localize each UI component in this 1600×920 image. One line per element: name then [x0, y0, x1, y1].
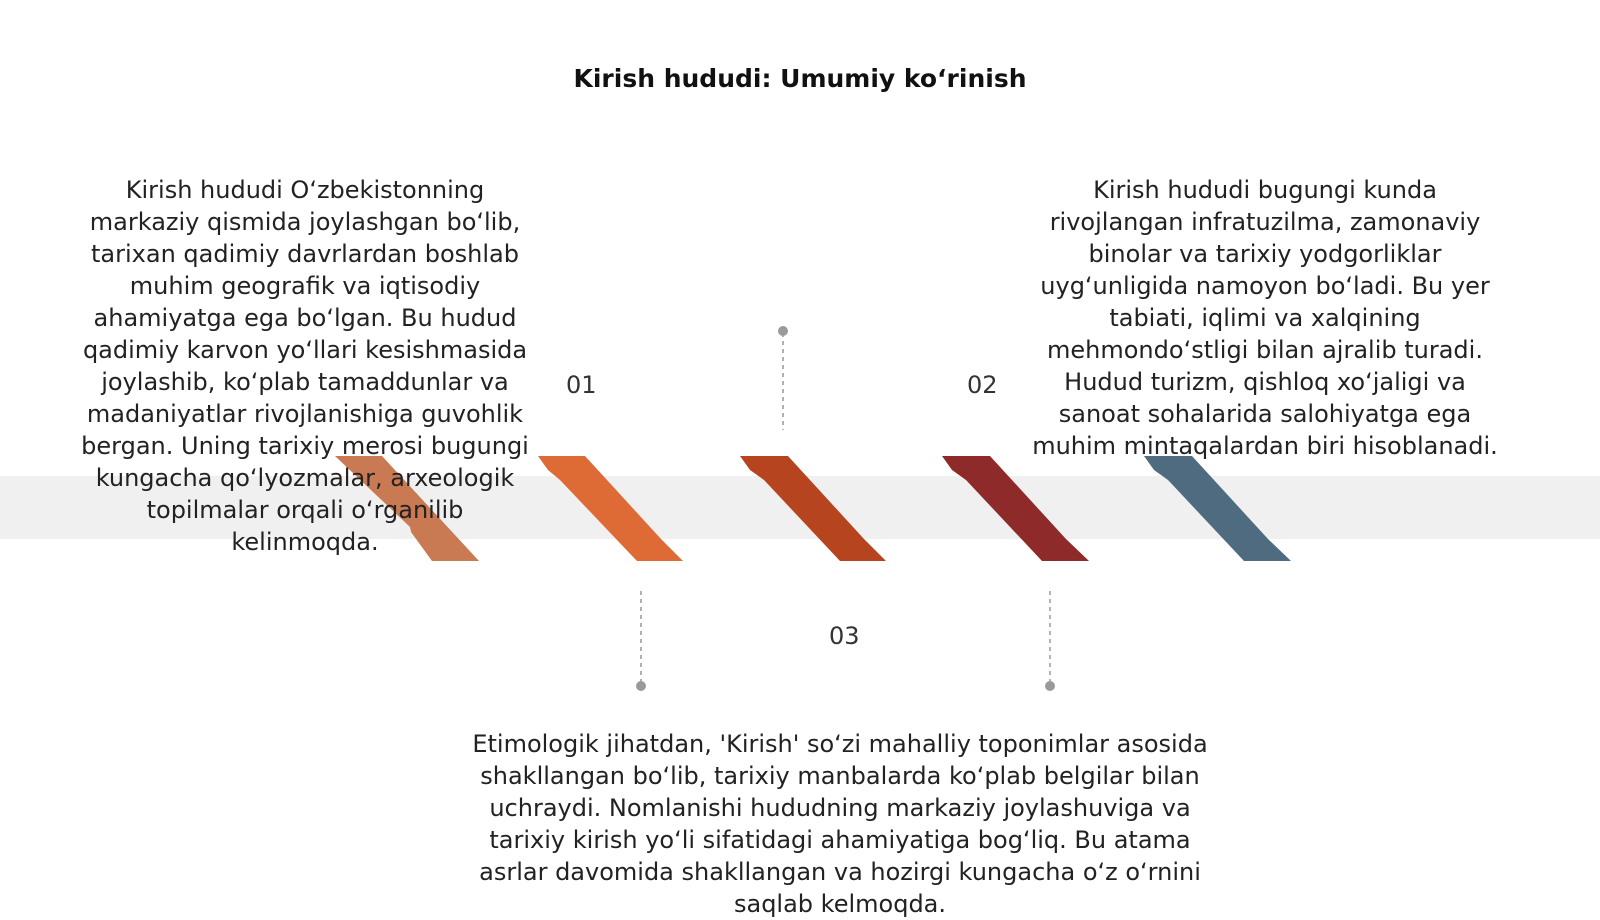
chevron-shape-2	[538, 456, 683, 561]
step-1-number: 01	[566, 371, 597, 399]
chevron-shape-5	[1144, 456, 1291, 561]
slide-title: Kirish hududi: Umumiy ko‘rinish	[573, 64, 1027, 93]
connector-dot-bottom-left	[636, 681, 646, 691]
connector-dot-bottom-right	[1045, 681, 1055, 691]
step-3-number: 03	[829, 622, 860, 650]
connector-dot-top	[778, 326, 788, 336]
chevron-shape-4	[942, 456, 1089, 561]
chevron-shape-3	[740, 456, 886, 561]
step-2-number: 02	[967, 371, 998, 399]
step-1-text: Kirish hududi O‘zbekistonning markaziy qismida joylashgan bo‘lib, tarixan qadimiy davrlardan boshlab muhim geografik va iqtisodiy ahamiyatga ega bo‘lgan. Bu hudud qadimiy karvon yo‘llari kesishmasida joylashib, ko‘plab tamaddunlar va madaniyatlar rivojlanishiga guvohlik bergan. Uning tarixiy merosi bugungi kungacha qo‘lyozmalar, arxeologik topilmalar orqali o‘rganilib kelinmoqda.	[81, 176, 529, 556]
step-2-text: Kirish hududi bugungi kunda rivojlangan infratuzilma, zamonaviy binolar va tarixiy yodgorliklar uyg‘unligida namoyon bo‘ladi. Bu yer tabiati, iqlimi va xalqining mehmondo‘stligi bilan ajralib turadi. Hudud turizm, qishloq xo‘jaligi va sanoat sohalarida salohiyatga ega muhim mintaqalardan biri hisoblanadi.	[1032, 176, 1498, 460]
step-3-text: Etimologik jihatdan, 'Kirish' so‘zi mahalliy toponimlar asosida shakllangan bo‘lib, tarixiy manbalarda ko‘plab belgilar bilan uchraydi. Nomlanishi hududning markaziy joylashuviga va tarixiy kirish yo‘li sifatidagi ahamiyatiga bog‘liq. Bu atama asrlar davomida shakllangan va hozirgi kungacha o‘z o‘rnini saqlab kelmoqda.	[472, 730, 1208, 918]
